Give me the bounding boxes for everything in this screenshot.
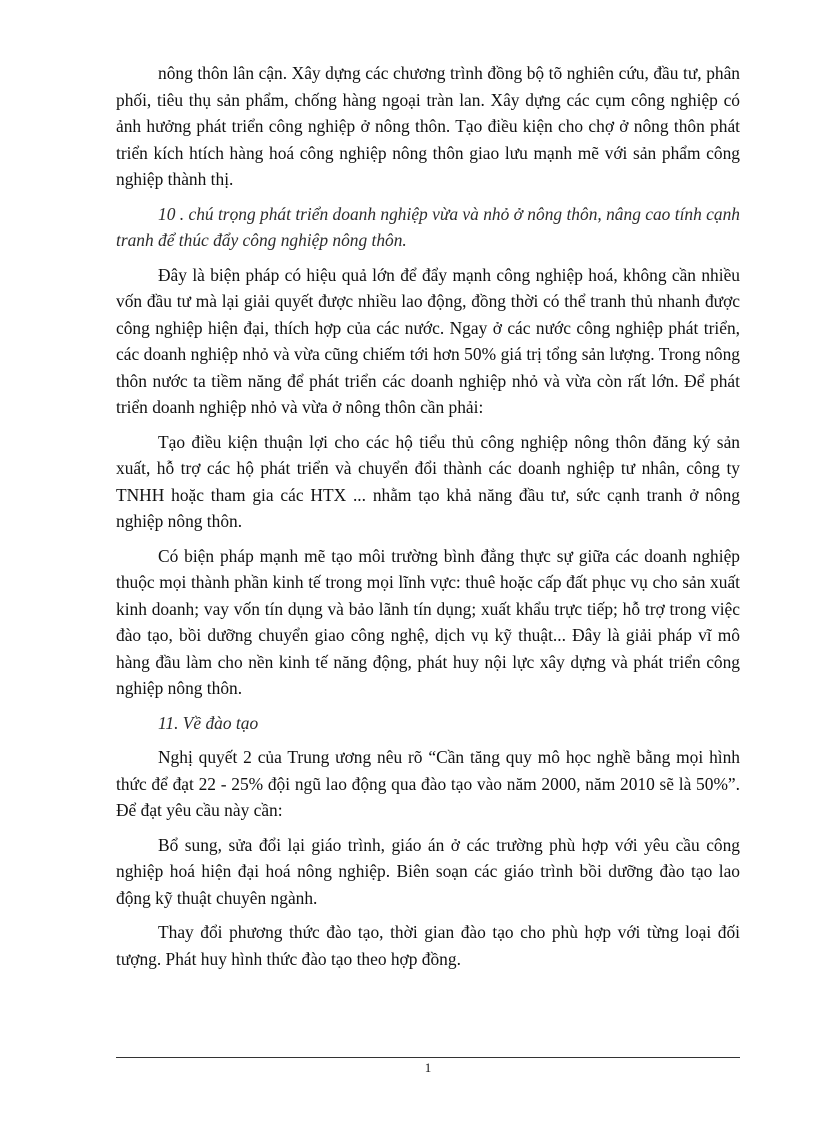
paragraph-training-methods: Thay đổi phương thức đào tạo, thời gian đào tạo cho phù hợp với từng loại đối tượng. Phát huy hình thức đào tạo theo hợp đồng. — [116, 922, 740, 969]
paragraph-equal-environment: Có biện pháp mạnh mẽ tạo môi trường bình đẳng thực sự giữa các doanh nghiệp thuộc mọi thành phần kinh tế trong mọi lĩnh vực: thuê hoặc cấp đất phục vụ cho sản xuất kinh doanh; vay vốn tín dụng và bảo lãnh tín dụng; xuất khẩu trực tiếp; hỗ trợ trong việc đào tạo, bồi dưỡng chuyển giao công nghệ, dịch vụ kỹ thuật... Đây là giải pháp vĩ mô hàng đầu làm cho nền kinh tế năng động, phát huy nội lực xây dựng và phát triển công nghiệp nông thôn. — [116, 545, 740, 698]
section-heading-10: 10 . chú trọng phát triển doanh nghiệp vừa và nhỏ ở nông thôn, nâng cao tính cạnh tranh để thúc đẩy công nghiệp nông thôn. — [116, 203, 740, 250]
paragraph-rural-cluster: nông thôn lân cận. Xây dựng các chương trình đồng bộ tõ nghiên cứu, đầu tư, phân phối, tiêu thụ sản phẩm, chống hàng ngoại tràn lan. Xây dựng các cụm công nghiệp có ảnh hưởng phát triển công nghiệp ở nông thôn. Tạo điều kiện cho chợ ở nông thôn phát triển kích htích hàng hoá công nghiệp nông thôn giao lưu mạnh mẽ với sản phẩm công nghiệp thành thị. — [116, 63, 740, 189]
document-body — [116, 60, 740, 980]
footer-divider — [116, 1057, 740, 1058]
paragraph-curriculum: Bổ sung, sửa đổi lại giáo trình, giáo án ở các trường phù hợp với yêu cầu công nghiệp hoá hiện đại hoá nông nghiệp. Biên soạn các giáo trình bồi dưỡng đào tạo lao động kỹ thuật chuyên ngành. — [116, 834, 740, 908]
paragraph-sme-benefits: Đây là biện pháp có hiệu quả lớn để đẩy mạnh công nghiệp hoá, không cần nhiều vốn đầu tư mà lại giải quyết được nhiều lao động, đồng thời có thể tranh thủ nhanh được công nghiệp hiện đại, thích hợp của các nước. Ngay ở các nước công nghiệp phát triển, các doanh nghiệp nhỏ và vừa cũng chiếm tới hơn 50% giá trị tổng sản lượng. Trong nông thôn nước ta tiềm năng để phát triển các doanh nghiệp nhỏ và vừa còn rất lớn. Để phát triển doanh nghiệp nhỏ và vừa ở nông thôn cần phải: — [116, 264, 740, 417]
paragraph-resolution: Nghị quyết 2 của Trung ương nêu rõ “Cần tăng quy mô học nghề bằng mọi hình thức để đạt 22 - 25% đội ngũ lao động qua đào tạo vào năm 2000, năm 2010 sẽ là 50%”. Để đạt yêu cầu này cần: — [116, 747, 740, 820]
page-number: 1 — [424, 1060, 432, 1075]
paragraph-household-support: Tạo điều kiện thuận lợi cho các hộ tiểu thủ công nghiệp nông thôn đăng ký sản xuất, hỗ trợ các hộ phát triển và chuyển đổi thành các doanh nghiệp tư nhân, công ty TNHH hoặc tham gia các HTX ... nhằm tạo khả năng đầu tư, sức cạnh tranh ở nông nghiệp nông thôn. — [116, 431, 740, 531]
section-heading-11: 11. Về đào tạo — [158, 712, 259, 733]
